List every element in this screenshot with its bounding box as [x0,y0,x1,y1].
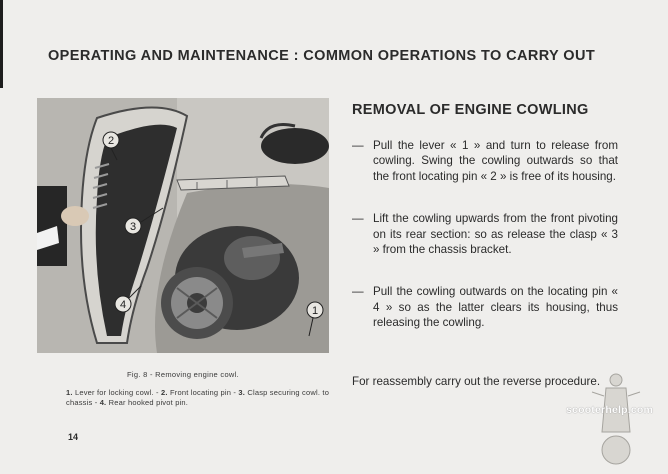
legend-num-4: 4. [99,398,107,407]
legend-num-2: 2. [161,388,168,397]
figure-legend [66,388,336,408]
watermark-text: scooterhelp.com [566,404,654,416]
legend-text-4: Rear hooked pivot pin. [108,398,189,407]
binding-edge [0,0,3,88]
section-title: REMOVAL OF ENGINE COWLING [352,102,589,118]
reassembly-note: For reassembly carry out the reverse procedure. [352,375,601,388]
legend-text-2: Front locating pin - [169,388,239,397]
legend-text-1: Lever for locking cowl. - [74,388,162,397]
page-number: 14 [68,432,79,442]
callout-label-3: 3 [129,221,137,233]
procedure-step: — Pull the lever « 1 » and turn to release from cowling. Swing the cowling outwards so that the front locating pin « 2 » is free of its housing. [352,138,618,184]
procedure-step: — Pull the cowling outwards on the locating pin « 4 » so as the latter clears its housing, thus releasing the cowling. [352,284,618,330]
procedure-steps [352,138,618,331]
legend-num-3: 3. [238,388,246,397]
scooter-logo-icon [588,372,644,472]
legend-num-1: 1. [66,388,73,397]
legend-text-3: Clasp securing cowl. to chassis - [66,388,330,407]
engine-cowl-photo [37,98,329,353]
scooter-engine-illustration [37,98,329,353]
callout-label-1: 1 [311,305,319,317]
callout-label-4: 4 [119,299,127,311]
page-header-title: OPERATING AND MAINTENANCE : COMMON OPERATIONS TO CARRY OUT [48,48,596,64]
figure-caption: Fig. 8 - Removing engine cowl. [127,370,239,379]
procedure-step: — Lift the cowling upwards from the front pivoting on its rear section: so as release the clasp « 3 » from the chassis bracket. [352,211,618,257]
callout-label-2: 2 [107,135,115,147]
